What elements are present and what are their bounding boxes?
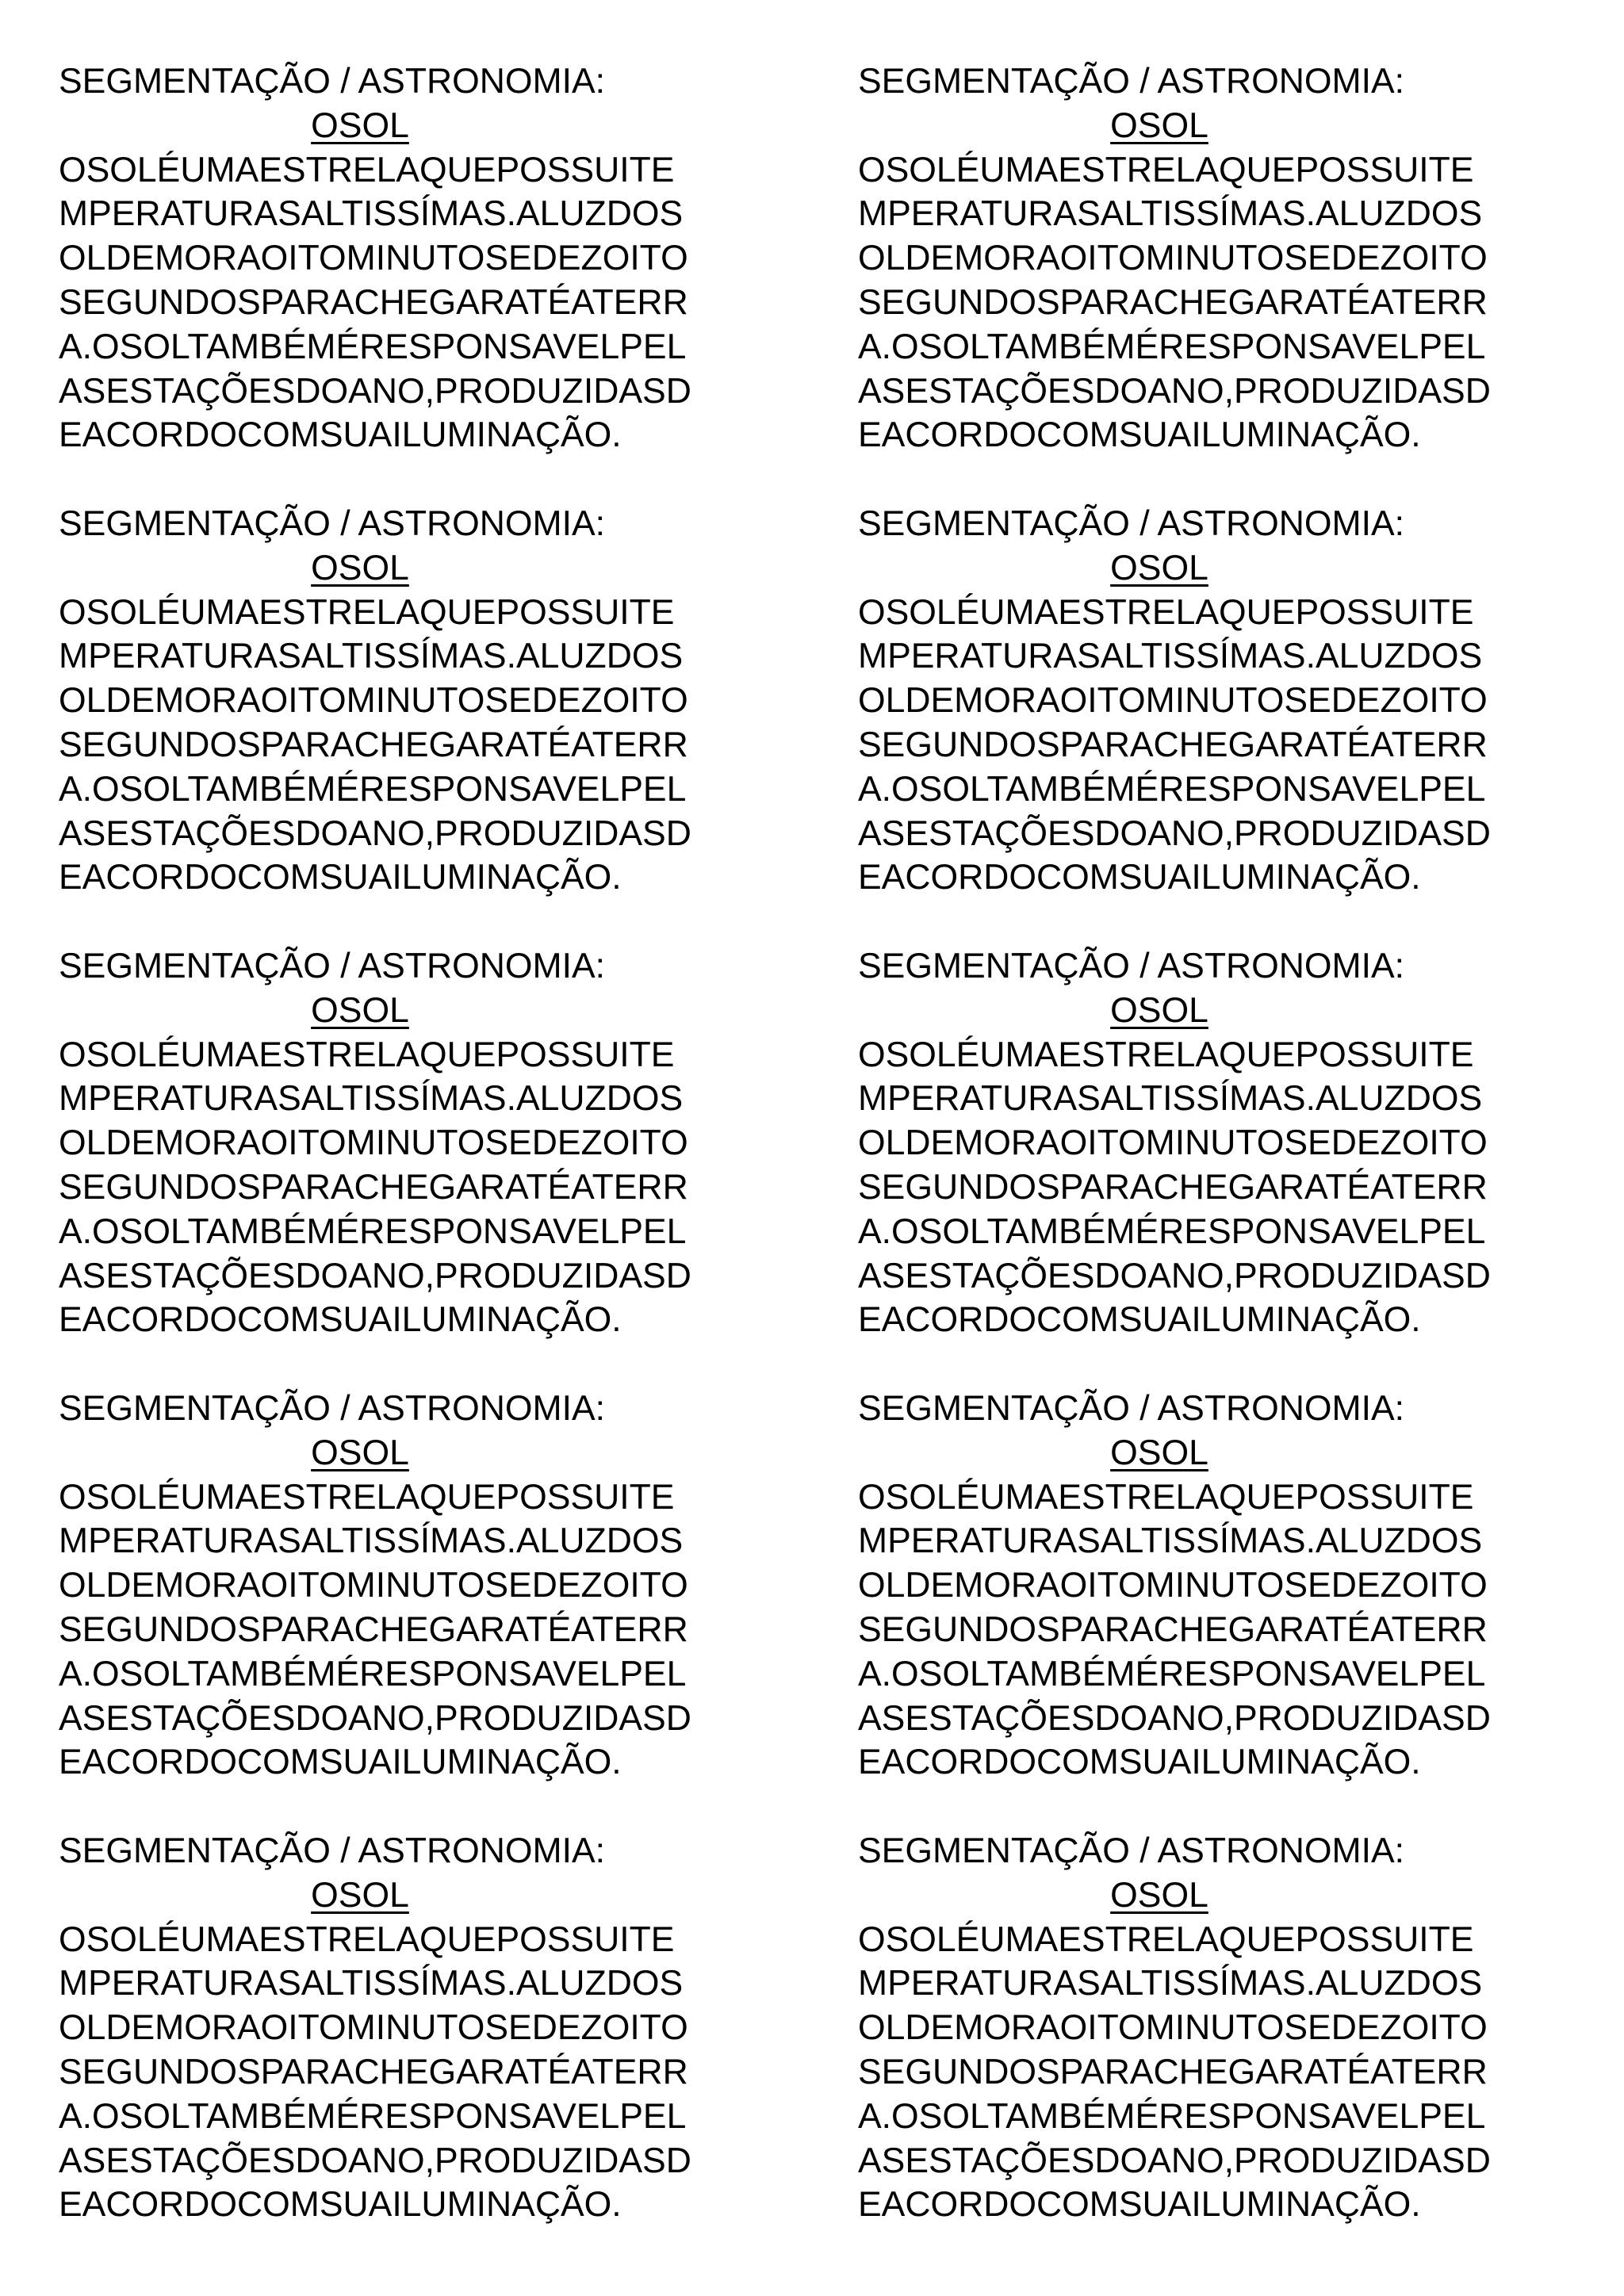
- text-line: EACORDOCOMSUAILUMINAÇÃO.: [59, 1300, 622, 1340]
- text-line: EACORDOCOMSUAILUMINAÇÃO.: [59, 2185, 622, 2225]
- text-line: OSOLÉUMAESTRELAQUEPOSSUITE: [858, 592, 1474, 632]
- worksheet-block: [59, 59, 772, 457]
- text-line: A.OSOLTAMBÉMÉRESPONSAVELPEL: [858, 2096, 1486, 2136]
- text-line: MPERATURASALTISSÍMAS.ALUZDOS: [59, 637, 684, 676]
- text-line: OLDEMORAOITOMINUTOSEDEZOITO: [858, 2008, 1488, 2048]
- text-line: EACORDOCOMSUAILUMINAÇÃO.: [858, 1743, 1421, 1782]
- block-title: OSOL: [1110, 548, 1208, 587]
- text-line: OLDEMORAOITOMINUTOSEDEZOITO: [858, 1566, 1488, 1605]
- block-title: OSOL: [311, 1875, 409, 1915]
- text-line: EACORDOCOMSUAILUMINAÇÃO.: [858, 415, 1421, 455]
- text-line: MPERATURASALTISSÍMAS.ALUZDOS: [59, 1521, 684, 1561]
- text-line: SEGUNDOSPARACHEGARATÉATERR: [59, 282, 688, 322]
- text-line: EACORDOCOMSUAILUMINAÇÃO.: [59, 1743, 622, 1782]
- text-line: MPERATURASALTISSÍMAS.ALUZDOS: [858, 1521, 1483, 1561]
- text-line: A.OSOLTAMBÉMÉRESPONSAVELPEL: [858, 327, 1486, 366]
- worksheet-block: [59, 1829, 772, 2227]
- text-line: A.OSOLTAMBÉMÉRESPONSAVELPEL: [59, 1211, 687, 1251]
- worksheet-block: [59, 944, 772, 1342]
- text-line: A.OSOLTAMBÉMÉRESPONSAVELPEL: [858, 769, 1486, 809]
- text-line: ASESTAÇÕESDOANO,PRODUZIDASD: [59, 1256, 691, 1295]
- text-line: A.OSOLTAMBÉMÉRESPONSAVELPEL: [858, 1654, 1486, 1693]
- text-line: OSOLÉUMAESTRELAQUEPOSSUITE: [59, 1477, 675, 1517]
- text-line: ASESTAÇÕESDOANO,PRODUZIDASD: [858, 2141, 1491, 2180]
- text-line: OSOLÉUMAESTRELAQUEPOSSUITE: [59, 1035, 675, 1074]
- text-line: MPERATURASALTISSÍMAS.ALUZDOS: [858, 1079, 1483, 1119]
- text-line: OLDEMORAOITOMINUTOSEDEZOITO: [59, 1123, 688, 1163]
- block-header: SEGMENTAÇÃO / ASTRONOMIA:: [59, 504, 606, 543]
- text-line: SEGUNDOSPARACHEGARATÉATERR: [858, 282, 1488, 322]
- worksheet-block: [59, 502, 772, 900]
- text-line: EACORDOCOMSUAILUMINAÇÃO.: [59, 858, 622, 897]
- block-header: SEGMENTAÇÃO / ASTRONOMIA:: [59, 947, 606, 985]
- text-line: SEGUNDOSPARACHEGARATÉATERR: [59, 725, 688, 764]
- text-line: MPERATURASALTISSÍMAS.ALUZDOS: [858, 637, 1483, 676]
- text-line: SEGUNDOSPARACHEGARATÉATERR: [59, 1167, 688, 1207]
- text-line: SEGUNDOSPARACHEGARATÉATERR: [858, 1609, 1488, 1649]
- block-header: SEGMENTAÇÃO / ASTRONOMIA:: [858, 504, 1405, 543]
- text-line: ASESTAÇÕESDOANO,PRODUZIDASD: [59, 2141, 691, 2180]
- text-line: OLDEMORAOITOMINUTOSEDEZOITO: [59, 2008, 688, 2048]
- text-line: OSOLÉUMAESTRELAQUEPOSSUITE: [59, 150, 675, 189]
- worksheet-block: [858, 1829, 1572, 2227]
- text-line: OLDEMORAOITOMINUTOSEDEZOITO: [858, 1123, 1488, 1163]
- text-line: OSOLÉUMAESTRELAQUEPOSSUITE: [858, 150, 1474, 189]
- text-line: A.OSOLTAMBÉMÉRESPONSAVELPEL: [59, 2096, 687, 2136]
- text-line: SEGUNDOSPARACHEGARATÉATERR: [858, 1167, 1488, 1207]
- worksheet-block: [858, 1387, 1572, 1785]
- block-header: SEGMENTAÇÃO / ASTRONOMIA:: [858, 1389, 1405, 1428]
- text-line: MPERATURASALTISSÍMAS.ALUZDOS: [59, 194, 684, 234]
- block-header: SEGMENTAÇÃO / ASTRONOMIA:: [59, 1389, 606, 1428]
- text-line: ASESTAÇÕESDOANO,PRODUZIDASD: [858, 371, 1491, 411]
- block-title: OSOL: [1110, 1875, 1208, 1915]
- text-line: OLDEMORAOITOMINUTOSEDEZOITO: [59, 1566, 688, 1605]
- text-line: A.OSOLTAMBÉMÉRESPONSAVELPEL: [858, 1211, 1486, 1251]
- text-line: OLDEMORAOITOMINUTOSEDEZOITO: [59, 239, 688, 278]
- text-line: MPERATURASALTISSÍMAS.ALUZDOS: [59, 1079, 684, 1119]
- worksheet-block: [59, 1387, 772, 1785]
- text-line: EACORDOCOMSUAILUMINAÇÃO.: [59, 415, 622, 455]
- text-line: OLDEMORAOITOMINUTOSEDEZOITO: [59, 681, 688, 721]
- text-line: OSOLÉUMAESTRELAQUEPOSSUITE: [858, 1477, 1474, 1517]
- worksheet-block: [858, 502, 1572, 900]
- block-header: SEGMENTAÇÃO / ASTRONOMIA:: [858, 1831, 1405, 1870]
- text-line: MPERATURASALTISSÍMAS.ALUZDOS: [858, 1964, 1483, 2003]
- text-line: EACORDOCOMSUAILUMINAÇÃO.: [858, 858, 1421, 897]
- text-line: OLDEMORAOITOMINUTOSEDEZOITO: [858, 681, 1488, 721]
- text-line: SEGUNDOSPARACHEGARATÉATERR: [59, 2052, 688, 2091]
- text-line: OLDEMORAOITOMINUTOSEDEZOITO: [858, 239, 1488, 278]
- block-title: OSOL: [311, 990, 409, 1030]
- text-line: ASESTAÇÕESDOANO,PRODUZIDASD: [858, 1256, 1491, 1295]
- text-line: EACORDOCOMSUAILUMINAÇÃO.: [858, 2185, 1421, 2225]
- block-title: OSOL: [1110, 1433, 1208, 1472]
- text-line: SEGUNDOSPARACHEGARATÉATERR: [858, 725, 1488, 764]
- text-line: OSOLÉUMAESTRELAQUEPOSSUITE: [59, 592, 675, 632]
- text-line: ASESTAÇÕESDOANO,PRODUZIDASD: [858, 1698, 1491, 1738]
- text-line: SEGUNDOSPARACHEGARATÉATERR: [59, 1609, 688, 1649]
- text-line: SEGUNDOSPARACHEGARATÉATERR: [858, 2052, 1488, 2091]
- block-header: SEGMENTAÇÃO / ASTRONOMIA:: [59, 62, 606, 101]
- text-line: ASESTAÇÕESDOANO,PRODUZIDASD: [59, 1698, 691, 1738]
- text-line: EACORDOCOMSUAILUMINAÇÃO.: [858, 1300, 1421, 1340]
- text-line: ASESTAÇÕESDOANO,PRODUZIDASD: [858, 813, 1491, 853]
- block-title: OSOL: [1110, 105, 1208, 145]
- text-line: OSOLÉUMAESTRELAQUEPOSSUITE: [59, 1919, 675, 1959]
- block-header: SEGMENTAÇÃO / ASTRONOMIA:: [59, 1831, 606, 1870]
- worksheet-block: [858, 944, 1572, 1342]
- text-line: MPERATURASALTISSÍMAS.ALUZDOS: [59, 1964, 684, 2003]
- text-line: MPERATURASALTISSÍMAS.ALUZDOS: [858, 194, 1483, 234]
- text-line: A.OSOLTAMBÉMÉRESPONSAVELPEL: [59, 769, 687, 809]
- block-header: SEGMENTAÇÃO / ASTRONOMIA:: [858, 947, 1405, 985]
- text-line: OSOLÉUMAESTRELAQUEPOSSUITE: [858, 1035, 1474, 1074]
- text-line: ASESTAÇÕESDOANO,PRODUZIDASD: [59, 371, 691, 411]
- worksheet-block: [858, 59, 1572, 457]
- text-line: ASESTAÇÕESDOANO,PRODUZIDASD: [59, 813, 691, 853]
- block-title: OSOL: [311, 548, 409, 587]
- block-header: SEGMENTAÇÃO / ASTRONOMIA:: [858, 62, 1405, 101]
- text-line: OSOLÉUMAESTRELAQUEPOSSUITE: [858, 1919, 1474, 1959]
- block-title: OSOL: [311, 105, 409, 145]
- block-title: OSOL: [1110, 990, 1208, 1030]
- text-line: A.OSOLTAMBÉMÉRESPONSAVELPEL: [59, 327, 687, 366]
- text-line: A.OSOLTAMBÉMÉRESPONSAVELPEL: [59, 1654, 687, 1693]
- block-title: OSOL: [311, 1433, 409, 1472]
